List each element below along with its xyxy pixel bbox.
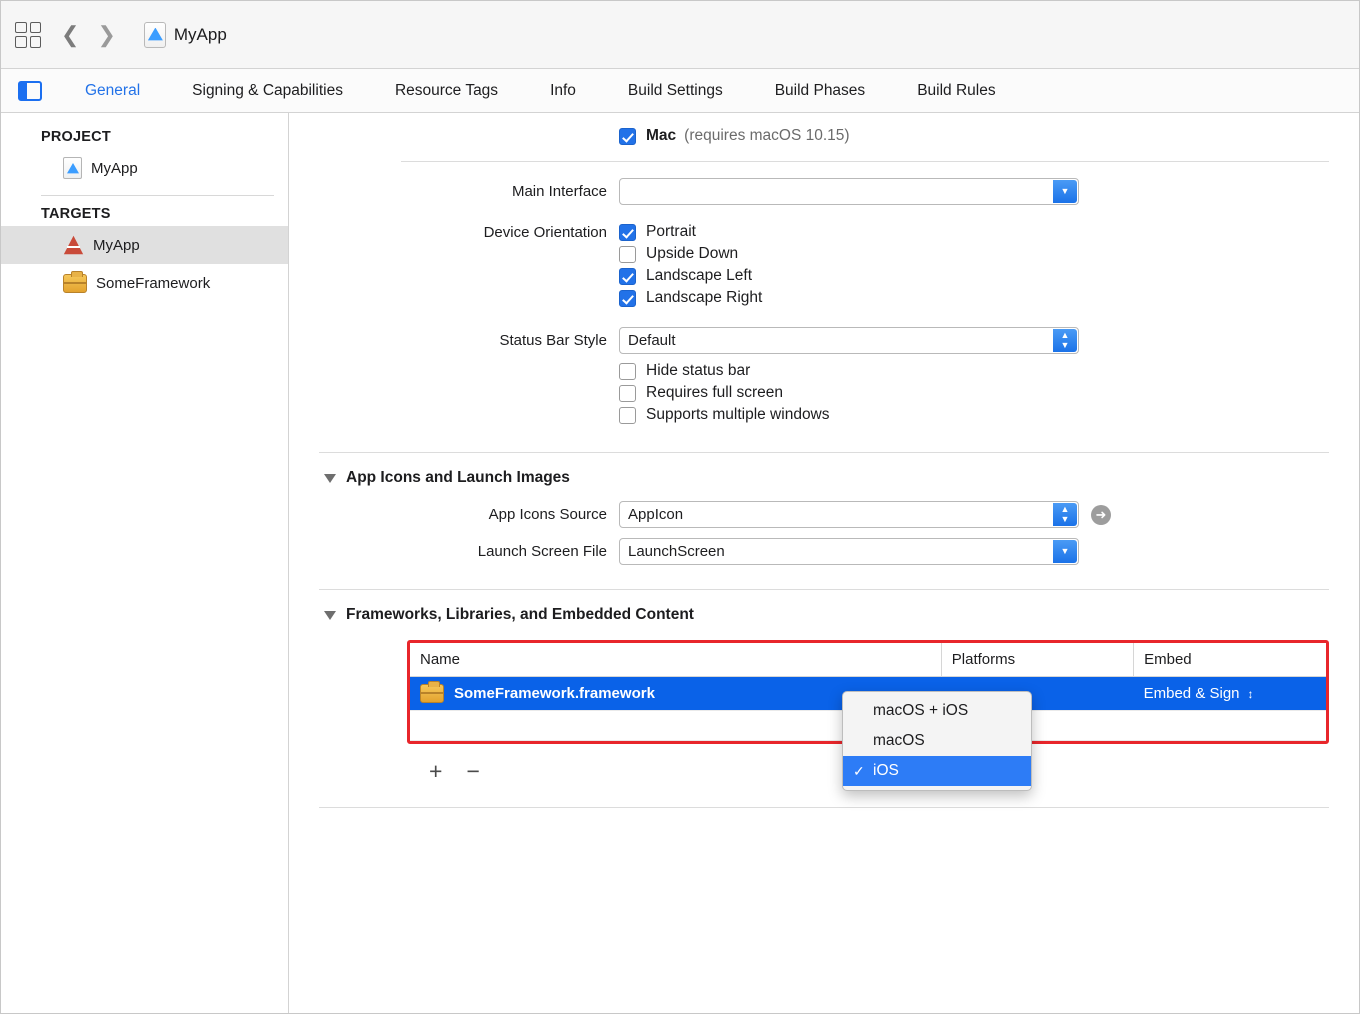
- embed-value: Embed & Sign: [1143, 685, 1240, 702]
- column-header-platforms[interactable]: Platforms: [941, 643, 1133, 677]
- general-settings-pane: [289, 113, 1359, 1013]
- main-interface-row: [319, 178, 1359, 205]
- navigator-grid-icon[interactable]: [15, 22, 41, 48]
- chevron-up-down-icon[interactable]: ▲ ▼: [1053, 329, 1077, 352]
- divider: [319, 589, 1329, 590]
- tab-general[interactable]: General: [85, 81, 141, 99]
- status-bar-style-row: [319, 327, 1359, 354]
- orientation-portrait-label: Portrait: [646, 223, 696, 240]
- cell-empty: [1134, 711, 1326, 741]
- requires-full-screen-checkbox[interactable]: [619, 385, 636, 402]
- orientation-landscape-left-checkbox[interactable]: [619, 268, 636, 285]
- menu-item-macos-ios[interactable]: [843, 696, 1031, 726]
- open-asset-catalog-arrow-icon[interactable]: ➜: [1091, 505, 1111, 525]
- main-interface-combo[interactable]: [619, 178, 1079, 205]
- project-icon: [144, 22, 166, 48]
- column-header-embed[interactable]: Embed: [1134, 643, 1326, 677]
- device-orientation-label: Device Orientation: [483, 223, 607, 241]
- app-icons-source-select[interactable]: [619, 501, 1079, 528]
- toolbar: [1, 1, 1359, 69]
- status-bar-style-value: Default: [628, 332, 676, 349]
- navigation-arrows[interactable]: [61, 21, 116, 47]
- sidebar-section-project: PROJECT: [41, 129, 111, 145]
- orientation-landscape-right-checkbox[interactable]: [619, 290, 636, 307]
- frameworks-table: [407, 640, 1329, 779]
- sidebar-item-target-myapp[interactable]: [1, 226, 288, 264]
- app-target-icon: [63, 235, 84, 256]
- project-icon: [63, 157, 82, 179]
- main-body: [1, 113, 1359, 1013]
- menu-item-label: macOS + iOS: [873, 702, 969, 719]
- table-header-row: [410, 643, 1326, 677]
- supports-multiple-windows-row: [319, 406, 1359, 424]
- main-interface-label: Main Interface: [511, 183, 607, 200]
- orientation-landscape-right-label: Landscape Right: [646, 289, 763, 306]
- chevron-up-down-icon[interactable]: ↕: [1247, 686, 1254, 701]
- app-icons-source-value: AppIcon: [628, 506, 684, 523]
- orientation-portrait-checkbox[interactable]: [619, 224, 636, 241]
- sidebar-item-project-myapp[interactable]: [1, 149, 288, 187]
- launch-screen-file-value: LaunchScreen: [628, 543, 725, 560]
- framework-name: SomeFramework.framework: [454, 685, 655, 702]
- tab-resource-tags[interactable]: Resource Tags: [394, 81, 499, 99]
- disclosure-triangle-icon[interactable]: [324, 611, 336, 620]
- tab-build-phases[interactable]: Build Phases: [774, 81, 866, 99]
- divider: [319, 807, 1329, 808]
- status-bar-style-label: Status Bar Style: [499, 332, 607, 349]
- app-icons-source-label: App Icons Source: [488, 506, 607, 523]
- column-header-name[interactable]: Name: [410, 643, 941, 677]
- divider: [319, 452, 1329, 453]
- chevron-up-down-icon[interactable]: ▲ ▼: [1053, 503, 1077, 526]
- menu-item-label: macOS: [873, 732, 925, 749]
- project-sidebar: [1, 113, 289, 1013]
- breadcrumb[interactable]: [144, 22, 227, 48]
- mac-deployment-row: [319, 127, 1359, 145]
- toggle-navigator-button[interactable]: [1, 81, 59, 101]
- sidebar-item-label: MyApp: [93, 236, 140, 254]
- tab-build-rules[interactable]: Build Rules: [917, 81, 996, 99]
- orientation-landscape-left-row: [319, 267, 1359, 285]
- tab-signing-capabilities[interactable]: Signing & Capabilities: [192, 81, 343, 99]
- add-framework-button[interactable]: +: [429, 758, 443, 784]
- orientation-upside-down-row: [319, 245, 1359, 263]
- status-bar-style-select[interactable]: [619, 327, 1079, 354]
- mac-checkbox[interactable]: [619, 128, 636, 145]
- editor-tabbar: [1, 69, 1359, 113]
- requires-full-screen-label: Requires full screen: [646, 384, 783, 401]
- hide-status-bar-checkbox[interactable]: [619, 363, 636, 380]
- tab-info[interactable]: Info: [550, 81, 576, 99]
- mac-requirement-note: (requires macOS 10.15): [684, 127, 850, 144]
- chevron-left-icon[interactable]: ❮: [61, 21, 80, 47]
- tab-build-settings[interactable]: Build Settings: [627, 81, 723, 99]
- chevron-down-icon[interactable]: ▼: [1053, 180, 1077, 203]
- sidebar-item-label: SomeFramework: [96, 274, 211, 292]
- framework-icon: [420, 684, 444, 703]
- menu-item-ios[interactable]: [843, 756, 1031, 786]
- menu-item-macos[interactable]: [843, 726, 1031, 756]
- orientation-upside-down-label: Upside Down: [646, 245, 739, 262]
- framework-target-icon: [63, 274, 87, 293]
- panel-left-icon: [18, 81, 42, 101]
- checkmark-icon: ✓: [853, 762, 865, 779]
- supports-multiple-windows-label: Supports multiple windows: [646, 406, 830, 423]
- mac-label: Mac: [646, 127, 677, 144]
- divider: [401, 161, 1329, 162]
- sidebar-item-target-someframework[interactable]: [1, 264, 288, 302]
- cell-embed[interactable]: [1134, 677, 1326, 711]
- orientation-landscape-left-label: Landscape Left: [646, 267, 753, 284]
- requires-full-screen-row: [319, 384, 1359, 402]
- app-icons-section-header[interactable]: [324, 469, 1359, 487]
- menu-item-label: iOS: [873, 762, 899, 779]
- chevron-right-icon[interactable]: ❯: [97, 21, 116, 47]
- frameworks-section-header[interactable]: [324, 606, 1359, 624]
- tab-list: [59, 69, 1022, 113]
- sidebar-divider: [41, 195, 274, 196]
- orientation-upside-down-checkbox[interactable]: [619, 246, 636, 263]
- app-icons-source-row: [319, 501, 1359, 528]
- remove-framework-button[interactable]: −: [466, 758, 480, 784]
- sidebar-section-targets: TARGETS: [41, 206, 111, 222]
- hide-status-bar-row: [319, 362, 1359, 380]
- launch-screen-file-combo[interactable]: [619, 538, 1079, 565]
- device-orientation-row: [319, 223, 1359, 241]
- launch-screen-file-label: Launch Screen File: [477, 543, 607, 560]
- disclosure-triangle-icon[interactable]: [324, 474, 336, 483]
- app-icons-section-title: App Icons and Launch Images: [346, 469, 570, 486]
- supports-multiple-windows-checkbox[interactable]: [619, 407, 636, 424]
- hide-status-bar-label: Hide status bar: [646, 362, 751, 379]
- launch-screen-file-row: [319, 538, 1359, 565]
- sidebar-item-label: MyApp: [91, 159, 138, 177]
- platforms-dropdown-menu[interactable]: [842, 691, 1032, 791]
- orientation-landscape-right-row: [319, 289, 1359, 307]
- chevron-down-icon[interactable]: ▼: [1053, 540, 1077, 563]
- frameworks-section-title: Frameworks, Libraries, and Embedded Content: [346, 606, 694, 623]
- breadcrumb-label: MyApp: [173, 24, 227, 44]
